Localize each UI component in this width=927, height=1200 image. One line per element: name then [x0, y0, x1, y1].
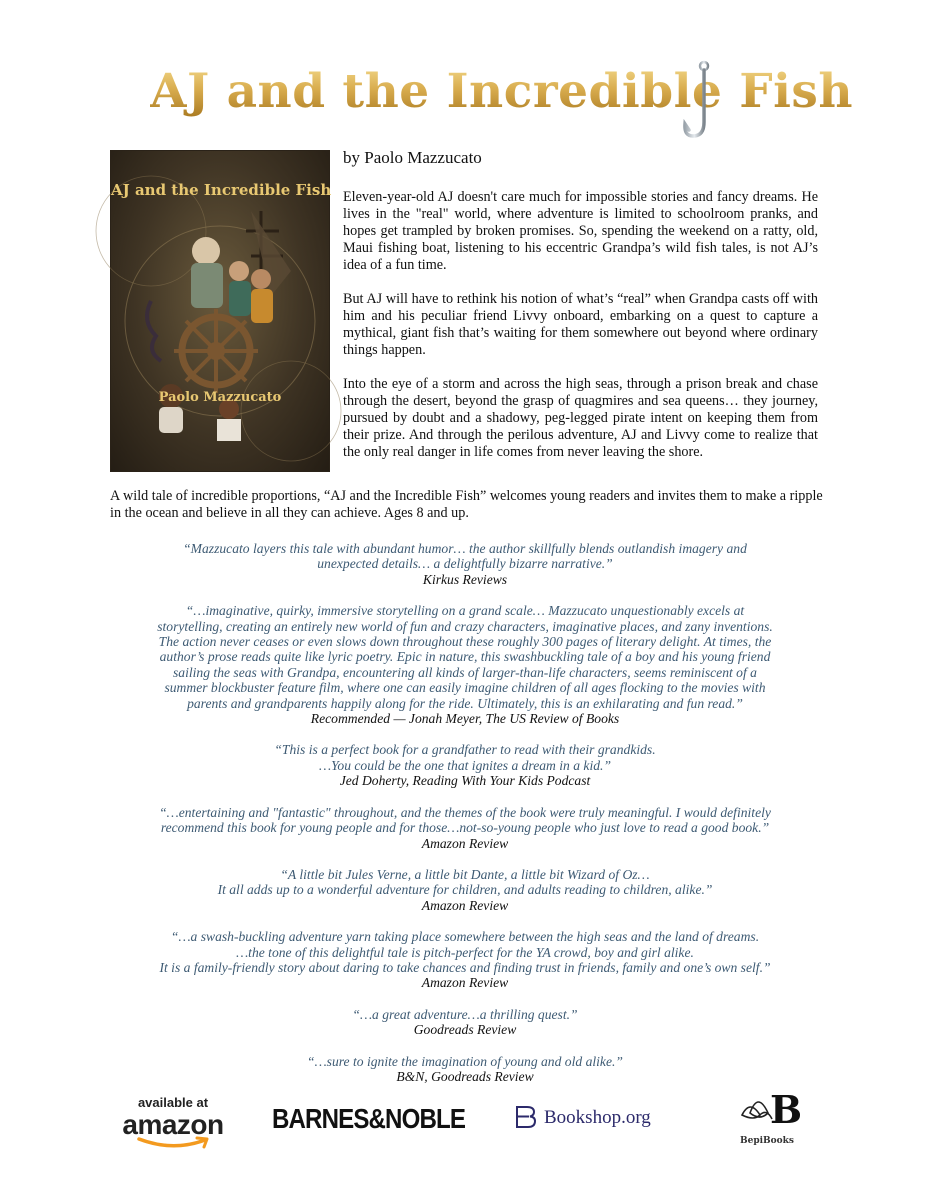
- review-source: Amazon Review: [421, 975, 509, 991]
- review-item: [110, 742, 820, 788]
- review-quote: “…sure to ignite the imagination of young and old alike.”: [307, 1053, 623, 1069]
- review-quote: “…entertaining and "fantastic" throughout, and the themes of the book were truly meaningful. I would definitely recommend this book for young people and for those…not-so-young people who just love to read a good book.”: [159, 804, 771, 836]
- barnes-noble-logo[interactable]: BARNES&NOBLE: [272, 1103, 466, 1134]
- description-paragraph: But AJ will have to rethink his notion of what’s “real” when Grandpa casts off with him and his peculiar friend Livvy onboard, embarking on a quest to capture a mythical, giant fish that’s waiting for them somewhere out beyond where ordinary things happen.: [343, 291, 818, 358]
- review-item: [110, 929, 820, 991]
- description-paragraph: Eleven-year-old AJ doesn't care much for impossible stories and fancy dreams. He lives in the "real" world, where adventure is limited to schoolroom pranks, and hopes get trampled by broken promises. So, spending the weekend on a ratty, old, Maui fishing boat, listening to his eccentric Grandpa’s wild fish tales, is not AJ’s idea of a fun time.: [343, 189, 818, 273]
- amazon-wordmark: amazon: [122, 1109, 224, 1140]
- cover-author: Paolo Mazzucato: [158, 390, 282, 405]
- review-quote: “Mazzucato layers this tale with abundant humor… the author skillfully blends outlandish imagery and unexpected details… a delightfully bizarre narrative.”: [183, 541, 747, 572]
- review-source: Amazon Review: [421, 835, 509, 851]
- review-quote: “…a swash-buckling adventure yarn taking place somewhere between the high seas and the land of dreams. …the tone of this delightful tale is pitch-perfect for the YA crowd, boy and girl alike. It is a family-friendly story about daring to take chances and finding trust in friends, family and one’s own self.”: [159, 929, 771, 975]
- review-item: [110, 805, 820, 851]
- bepi-books-logo[interactable]: [735, 1085, 803, 1146]
- review-quote: “…imaginative, quirky, immersive storytelling on a grand scale… Mazzucato unquestionably excels at storytelling, creating an entirely new world of fun and crazy characters, imaginative places, and zany inventions. The action never ceases or even slows down throughout these roughly 300 pages of literary delight. At times, the author’s prose reads quite like lyric poetry. Epic in nature, this swashbuckling tale of a boy and his young friend sailing the seas with Grandpa, encountering all kinds of larger-than-life characters, seems reminiscent of a summer blockbuster feature film, where one can easily imagine children of all ages flocking to the movies with parents and grandparents happily along for the ride. Ultimately, this is an exhilarating and fun read.”: [157, 603, 773, 711]
- review-item: [110, 541, 820, 587]
- amazon-logo[interactable]: [118, 1095, 228, 1150]
- review-source: B&N, Goodreads Review: [396, 1068, 534, 1084]
- review-source: Goodreads Review: [413, 1022, 517, 1038]
- svg-text:B: B: [770, 1087, 803, 1132]
- book-summary: A wild tale of incredible proportions, “AJ and the Incredible Fish” welcomes young readers and invites them to make a ripple in the ocean and believe in all they can achieve. Ages 8 and up.: [110, 488, 823, 521]
- review-source: Recommended — Jonah Meyer, The US Review of Books: [310, 711, 620, 727]
- book-description: [343, 189, 818, 478]
- cover-title: AJ and the Incredible Fish: [111, 181, 332, 199]
- title-banner: [150, 60, 854, 150]
- review-quote: “…a great adventure…a thrilling quest.”: [352, 1006, 578, 1022]
- review-item: [110, 1007, 820, 1038]
- reviews-section: [110, 541, 820, 1100]
- review-source: Kirkus Reviews: [422, 571, 508, 587]
- review-item: [110, 1054, 820, 1085]
- review-quote: “A little bit Jules Verne, a little bit Dante, a little bit Wizard of Oz… It all adds up to a wonderful adventure for children, and adults reading to children, alike.”: [217, 866, 713, 898]
- page-title: AJ and the Incredible Fish: [150, 64, 854, 119]
- review-item: [110, 603, 820, 726]
- byline: by Paolo Mazzucato: [343, 148, 482, 167]
- review-item: [110, 867, 820, 913]
- review-source: Amazon Review: [421, 897, 509, 913]
- review-source: Jed Doherty, Reading With Your Kids Podcast: [339, 773, 591, 789]
- retailer-logos: [0, 1085, 927, 1155]
- bepi-wordmark: BepiBooks: [740, 1136, 794, 1146]
- bookshop-b-icon: [514, 1105, 538, 1129]
- bepi-lotus-icon: [736, 1085, 803, 1133]
- fish-hook-icon: [682, 60, 722, 142]
- description-paragraph: Into the eye of a storm and across the high seas, through a prison break and chase through the desert, beyond the grasp of quagmires and sea queens… they journey, pursued by doubt and a shadowy, peg-legged pirate intent on keeping them from their prize. And through the perilous adventure, AJ and Livvy come to realize that the only real danger in life comes from never leaving the shore.: [343, 376, 818, 460]
- bookshop-wordmark: Bookshop.org: [544, 1107, 651, 1128]
- review-quote: “This is a perfect book for a grandfather to read with their grandkids. …You could be the one that ignites a dream in a kid.”: [274, 742, 656, 773]
- bookshop-logo[interactable]: [514, 1105, 651, 1134]
- book-cover: [110, 150, 330, 472]
- cover-illustration: [111, 151, 332, 471]
- amazon-available-label: available at: [137, 1095, 209, 1110]
